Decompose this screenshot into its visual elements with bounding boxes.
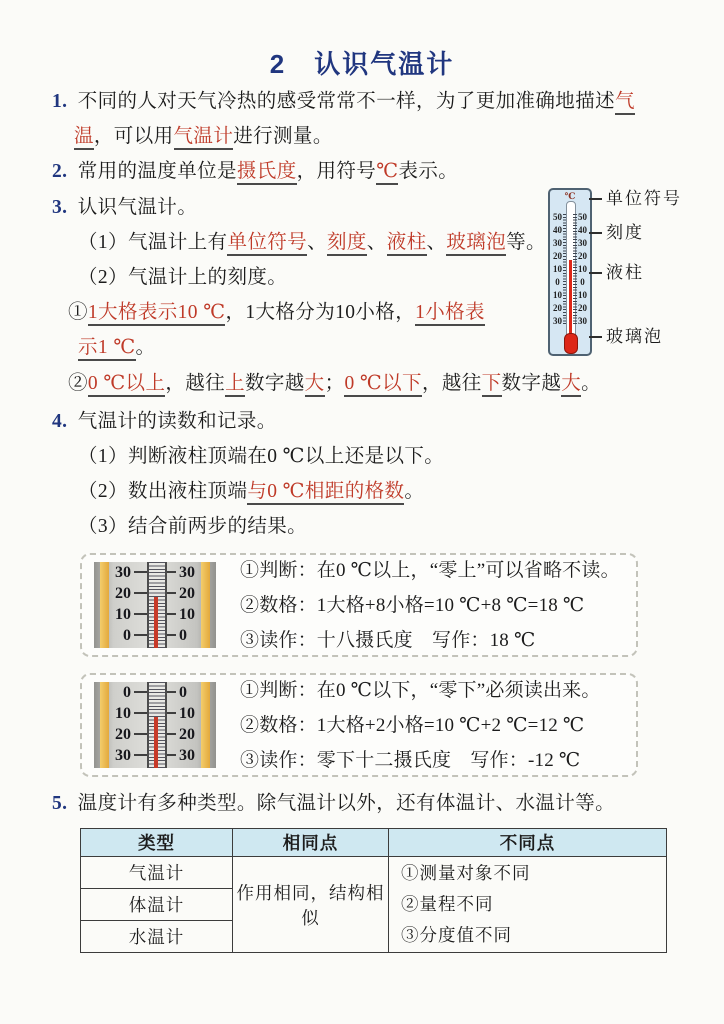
scale-number: 10 [553,264,562,274]
item-3-sub-2 [78,263,287,293]
page-title: 2 认识气温计 [269,49,455,79]
text-segment: 表示。 [398,161,459,182]
example-steps [240,673,601,778]
scale-number: 0 [580,277,585,287]
scale-right [179,682,207,766]
label-glass-bulb: 玻璃泡 [606,327,663,346]
text-segment: 4. [52,411,73,432]
text-segment: ℃ [376,161,398,185]
scale-number: 10 [578,264,587,274]
difference-item: ①测量对象不同 [401,863,531,883]
scale-number: 10 [578,290,587,300]
thermometer-closeup-18c [94,562,216,648]
scale-number: 30 [553,238,562,248]
item-2 [52,157,458,187]
leader-line [589,198,602,200]
header-type: 类型 [81,829,233,857]
step-read-write: ③读作：零下十二摄氏度 写作：-12 ℃ [240,749,581,771]
item-3-sub-2a-line-2 [78,333,155,363]
text-segment: ，1大格分为10小格， [225,302,416,323]
item-4-sub-2 [78,477,424,507]
header-similarities: 相同点 [233,829,389,857]
item-3 [52,193,197,223]
header-differences: 不同点 [389,829,667,857]
item-3-sub-2a-line-1 [68,298,485,328]
glass-bulb [564,333,578,354]
item-4-sub-1 [78,442,444,472]
scale-number: 10 [179,606,195,623]
text-segment: 2. [52,161,73,182]
leader-line [589,336,602,338]
example-box-above-zero [80,553,638,657]
text-segment: 1. [52,91,73,112]
text-segment: ； [324,373,345,394]
liquid-column [154,597,158,648]
label-liquid-column: 液柱 [606,263,644,282]
text-segment: （2）气温计上的刻度。 [78,267,288,288]
scale-number: 20 [553,251,562,261]
difference-item: ③分度值不同 [401,925,512,945]
text-segment: 气温计 [174,126,234,150]
scale-number: 20 [578,251,587,261]
text-segment: （1）气温计上有 [78,232,228,253]
step-read-write: ③读作：十八摄氏度 写作：18 ℃ [240,629,536,651]
unit-symbol-celsius: ℃ [564,191,576,201]
text-segment: 1小格表 [415,302,485,326]
scale-number: 0 [123,684,131,701]
scale-number: 20 [115,726,131,743]
text-segment: 单位符号 [227,232,307,256]
text-segment: 下 [482,373,502,397]
example-box-below-zero [80,673,638,777]
text-segment: 液柱 [387,232,427,256]
label-unit-symbol: 单位符号 [606,189,682,208]
item-1-line-1 [52,87,635,117]
scale-number: 30 [179,747,195,764]
scale-number: 30 [115,564,131,581]
scale-number: 10 [115,705,131,722]
text-segment: ，可以用 [93,126,174,147]
step-judge: ①判断：在0 ℃以下，“零下”必须读出来。 [240,679,601,701]
text-segment: 刻度 [327,232,367,256]
scale-number: 50 [578,212,587,222]
item-4 [52,407,277,437]
liquid-column [569,260,572,338]
example-steps [240,553,620,658]
cell-differences [389,857,667,953]
text-segment: 气 [615,91,635,115]
step-count: ②数格：1大格+8小格=10 ℃+8 ℃=18 ℃ [240,594,585,616]
text-segment: 5. [52,793,73,814]
thermometer-comparison-table [80,828,667,953]
text-segment: 温 [74,126,94,150]
text-segment: ① [68,302,88,323]
step-judge: ①判断：在0 ℃以上，“零上”可以省略不读。 [240,559,620,581]
text-segment: 。 [135,337,156,358]
scale-number: 50 [553,212,562,222]
text-segment: 上 [225,373,245,397]
text-segment: ，越往 [165,373,226,394]
item-4-sub-3 [78,512,307,542]
text-segment: 摄氏度 [237,161,297,185]
text-segment: 0 ℃以上 [88,373,165,397]
text-segment: 气温计的读数和记录。 [77,411,277,432]
cell-similarities: 作用相同，结构相似 [233,857,389,953]
text-segment: 大 [561,373,581,397]
scale-number: 0 [555,277,560,287]
scale-number: 20 [115,585,131,602]
label-scale: 刻度 [606,223,644,242]
text-segment: 认识气温计。 [77,197,198,218]
text-segment: 不同的人对天气冷热的感受常常不一样，为了更加准确地描述 [77,91,616,112]
scale-number: 40 [553,225,562,235]
text-segment: 1大格表示10 ℃ [88,302,226,326]
table-row [81,857,667,889]
text-segment: 。 [581,373,602,394]
item-3-sub-1 [78,228,546,258]
scale-number: 30 [578,238,587,248]
scale-number: 20 [553,303,562,313]
text-segment: （1）判断液柱顶端在0 ℃以上还是以下。 [78,446,445,467]
difference-item: ②量程不同 [401,894,494,914]
scale-number: 10 [115,606,131,623]
thermometer-closeup-minus12c [94,682,216,768]
scale-number: 20 [179,585,195,602]
text-segment: 、 [366,232,387,253]
scale-number: 20 [179,726,195,743]
leader-line [589,232,602,234]
text-segment: 、 [426,232,447,253]
cell-air-thermometer: 气温计 [81,857,233,889]
item-1-line-2 [74,122,333,152]
text-segment: 数字越 [501,373,562,394]
item-5 [52,789,615,819]
scale-number: 30 [578,316,587,326]
text-segment: （2）数出液柱顶端 [78,481,248,502]
text-segment: 3. [52,197,73,218]
text-segment: 玻璃泡 [446,232,506,256]
scale-left [103,682,131,766]
text-segment: 与0 ℃相距的格数 [247,481,404,505]
scale-number: 10 [179,705,195,722]
text-segment: 温度计有多种类型。除气温计以外，还有体温计、水温计等。 [77,793,616,814]
item-3-sub-2b [68,369,601,399]
text-segment: 大 [305,373,325,397]
thermometer-scale-right [576,211,589,328]
text-segment: 常用的温度单位是 [77,161,237,182]
text-segment: 0 ℃以下 [344,373,421,397]
text-segment: 进行测量。 [233,126,333,147]
text-segment: 。 [404,481,425,502]
scale-number: 40 [578,225,587,235]
cell-water-thermometer: 水温计 [81,921,233,953]
cell-body-thermometer: 体温计 [81,889,233,921]
scale-number: 30 [179,564,195,581]
text-segment: 等。 [506,232,546,253]
text-segment: （3）结合前两步的结果。 [78,516,308,537]
text-segment: ，越往 [421,373,482,394]
step-count: ②数格：1大格+2小格=10 ℃+2 ℃=12 ℃ [240,714,585,736]
scale-left [103,562,131,646]
scale-number: 0 [123,627,131,644]
text-segment: ② [68,373,88,394]
leader-line [589,272,602,274]
text-segment: 、 [307,232,327,253]
scale-number: 0 [179,684,187,701]
scale-number: 20 [578,303,587,313]
scale-number: 30 [553,316,562,326]
scale-right [179,562,207,646]
thermometer-figure [546,186,724,364]
table-header-row [81,829,667,857]
text-segment: 示1 ℃ [78,337,136,361]
liquid-column [154,717,158,768]
scale-number: 0 [179,627,187,644]
text-segment: ，用符号 [296,161,377,182]
thermometer-body [548,188,592,356]
text-segment: 数字越 [244,373,305,394]
scale-number: 30 [115,747,131,764]
scale-number: 10 [553,290,562,300]
